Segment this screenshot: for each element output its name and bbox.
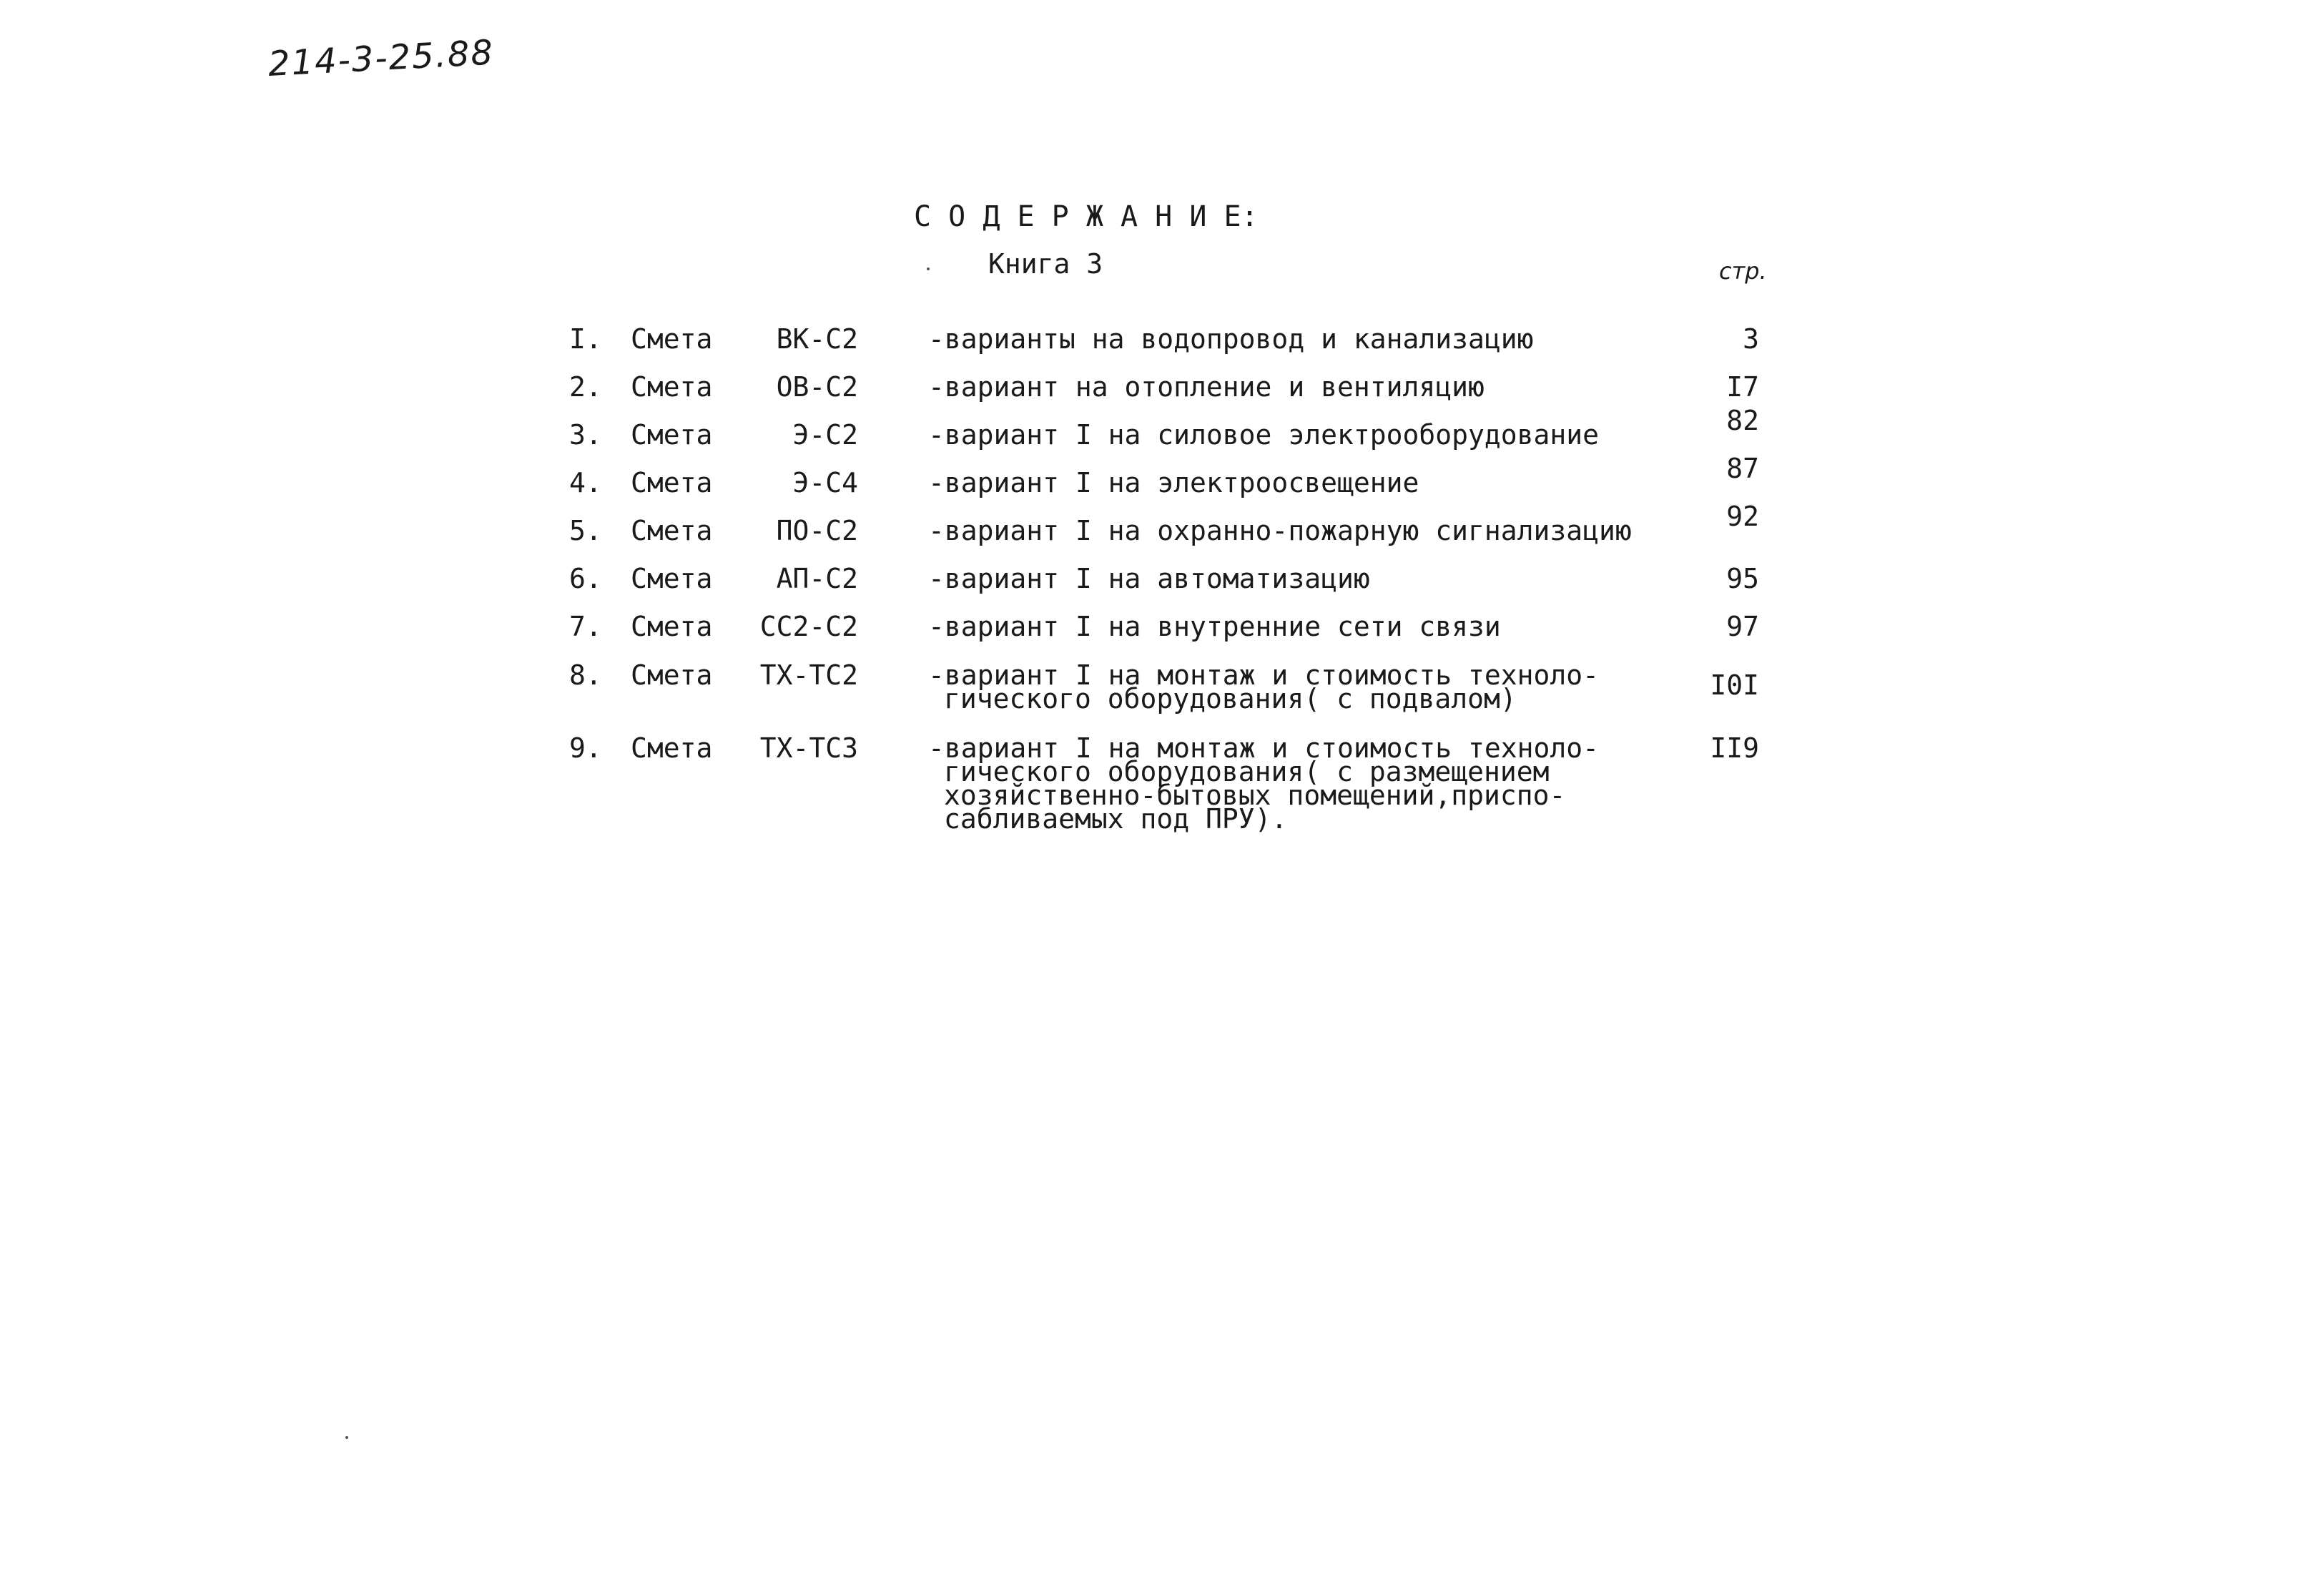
entry-code: ВК-С2 [776, 323, 858, 355]
entry-code: ТХ-ТС3 [759, 732, 858, 764]
entry-number: 6. [569, 563, 602, 594]
description-line: хозяйственно-бытовых помещений,приспо- [944, 780, 1566, 811]
entry-number: 5. [569, 515, 602, 546]
entry-code: СС2-С2 [759, 611, 858, 642]
entry-code: ТХ-ТС2 [759, 659, 858, 691]
scan-speck [927, 267, 930, 270]
scan-speck [345, 1436, 348, 1439]
description-line: -вариант I на охранно-пожарную сигнализацию [928, 515, 1632, 546]
entry-description [928, 467, 1419, 498]
contents-entry [0, 732, 2324, 835]
entry-description [928, 323, 1534, 355]
entry-page-number: II9 [1710, 732, 1759, 764]
entry-description [928, 611, 1501, 642]
entry-page-number: 92 [1726, 501, 1759, 532]
entry-number: 2. [569, 371, 602, 403]
entry-description [928, 563, 1370, 594]
entry-number: 9. [569, 732, 602, 764]
entry-code: Э-С4 [792, 467, 858, 498]
description-line: -вариант I на монтаж и стоимость техноло- [928, 659, 1599, 691]
entry-type: Смета [631, 467, 713, 498]
book-subtitle: Книга 3 [988, 248, 1103, 280]
entry-description [928, 515, 1632, 546]
description-line: -вариант на отопление и вентиляцию [928, 371, 1484, 403]
entry-description [928, 371, 1484, 403]
entry-code: Э-С2 [792, 419, 858, 451]
entry-number: 7. [569, 611, 602, 642]
page-column-label: стр. [1719, 257, 1767, 285]
entry-type: Смета [631, 371, 713, 403]
entry-code: ПО-С2 [776, 515, 858, 546]
entry-page-number: I0I [1710, 669, 1759, 701]
entry-type: Смета [631, 659, 713, 691]
entry-number: 3. [569, 419, 602, 451]
page-title: С О Д Е Р Ж А Н И Е: [914, 200, 1259, 233]
entry-type: Смета [631, 563, 713, 594]
description-line: гического оборудования( с подвалом) [944, 683, 1517, 714]
entry-code: ОВ-С2 [776, 371, 858, 403]
entry-page-number: 87 [1726, 453, 1759, 484]
contents-entry [0, 659, 2324, 735]
entry-code: АП-С2 [776, 563, 858, 594]
entry-page-number: I7 [1726, 371, 1759, 403]
entry-number: 4. [569, 467, 602, 498]
entry-page-number: 95 [1726, 563, 1759, 594]
entry-page-number: 82 [1726, 405, 1759, 436]
entry-type: Смета [631, 611, 713, 642]
entry-page-number: 3 [1743, 323, 1759, 355]
entry-type: Смета [631, 732, 713, 764]
description-line: -вариант I на силовое электрооборудование [928, 419, 1599, 451]
description-line: -варианты на водопровод и канализацию [928, 323, 1534, 355]
entry-number: I. [569, 323, 602, 355]
description-line: -вариант I на автоматизацию [928, 563, 1370, 594]
entry-description [928, 419, 1599, 451]
entry-number: 8. [569, 659, 602, 691]
entry-description [928, 659, 1599, 714]
description-line: гического оборудования( с размещением [944, 756, 1550, 787]
entry-type: Смета [631, 515, 713, 546]
entry-page-number: 97 [1726, 611, 1759, 642]
description-line: -вариант I на монтаж и стоимость техноло- [928, 732, 1599, 764]
handwritten-document-code: 214-3-25.88 [267, 32, 496, 84]
entry-description [928, 732, 1599, 835]
entry-type: Смета [631, 419, 713, 451]
description-line: -вариант I на электроосвещение [928, 467, 1419, 498]
entry-type: Смета [631, 323, 713, 355]
description-line: -вариант I на внутренние сети связи [928, 611, 1501, 642]
description-line: сабливаемых под ПРУ). [944, 803, 1288, 835]
